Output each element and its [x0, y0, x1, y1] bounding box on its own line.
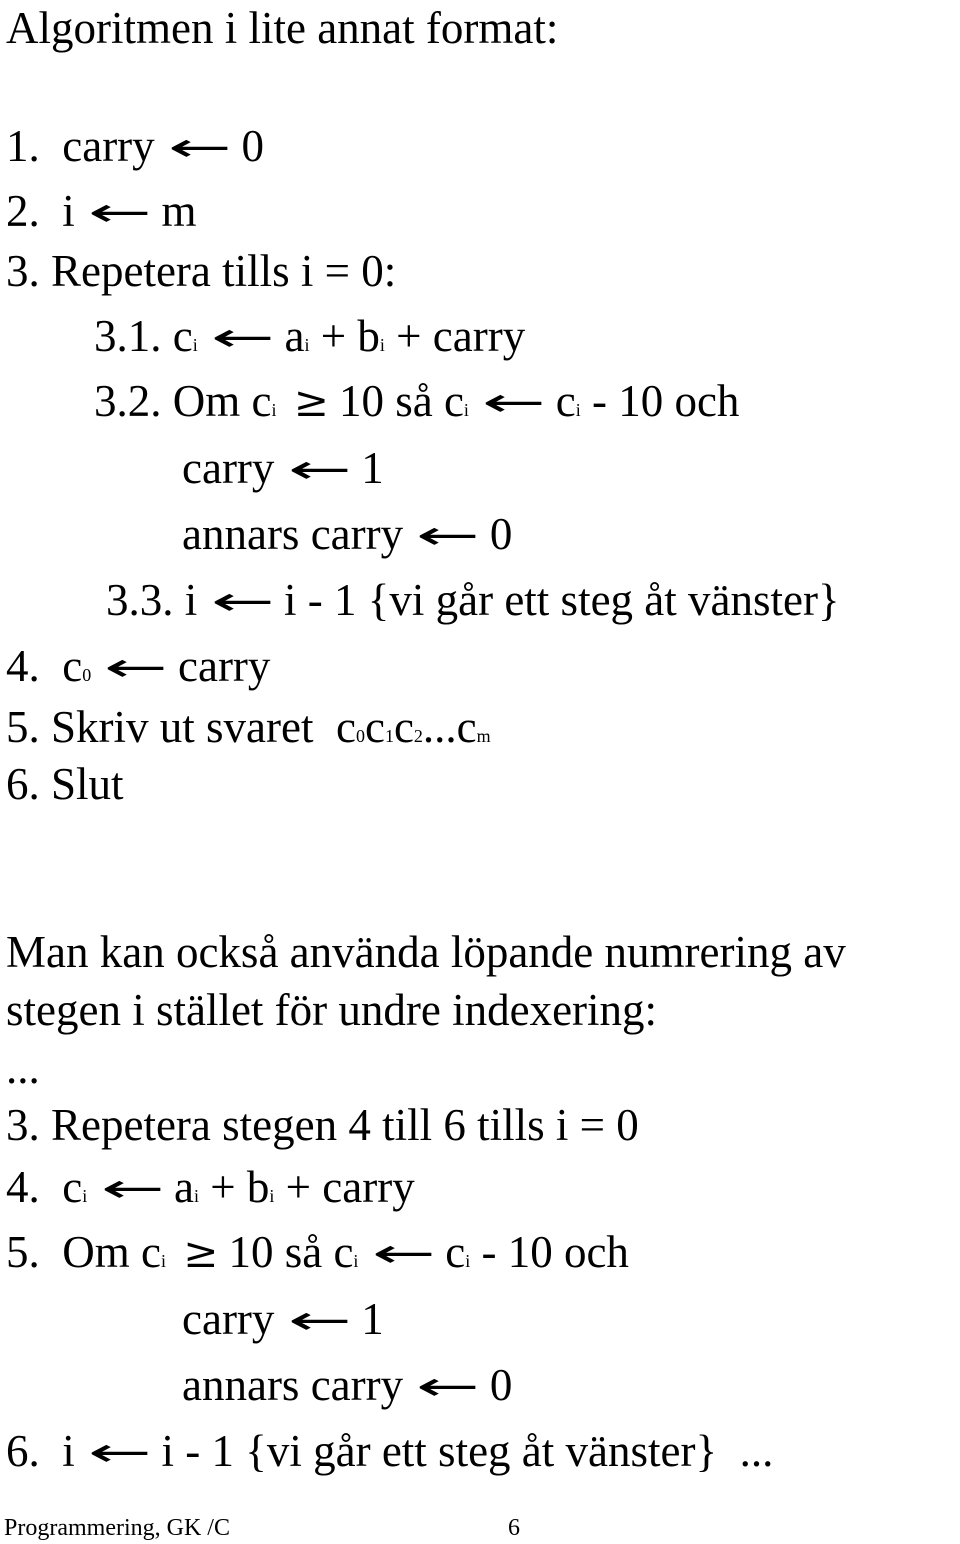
alt-step-5: 5. Om ci ≥ 10 så ci ← ci - 10 och — [6, 1227, 629, 1277]
algo-step-3-2-else: annars carry ← 0 — [182, 509, 513, 559]
alt-step-4: 4. ci ← ai + bi + carry — [6, 1162, 415, 1212]
left-arrow-icon: ← — [371, 1231, 436, 1277]
algo-step-4: 4. c0 ← carry — [6, 641, 271, 691]
left-arrow-icon: ← — [211, 315, 275, 361]
algo-step-3-3: 3.3. i ← i - 1 {vi går ett steg åt vänster} — [106, 575, 840, 625]
algo-step-5: 5. Skriv ut svaret c0c1c2...cm — [6, 702, 491, 752]
alt-step-5-else: annars carry ← 0 — [182, 1360, 513, 1410]
algo-step-2: 2. i ← m — [6, 186, 197, 236]
greater-equal-icon: ≥ — [293, 377, 329, 426]
algo-step-3-2-carry: carry ← 1 — [182, 443, 384, 493]
algo-step-3-1: 3.1. ci ← ai + bi + carry — [94, 311, 526, 361]
left-arrow-icon: ← — [100, 1166, 165, 1212]
algo-step-3: 3. Repetera tills i = 0: — [6, 246, 397, 296]
alt-step-3: 3. Repetera stegen 4 till 6 tills i = 0 — [6, 1100, 639, 1150]
explanation-line-2: stegen i stället för undre indexering: — [6, 985, 658, 1035]
page-title: Algoritmen i lite annat format: — [6, 3, 559, 53]
footer-course: Programmering, GK /C — [4, 1515, 230, 1541]
explanation-line-1: Man kan också använda löpande numrering av — [6, 927, 846, 977]
footer-page-number: 6 — [508, 1515, 520, 1541]
left-arrow-icon: ← — [210, 579, 275, 625]
alt-step-5-carry: carry ← 1 — [182, 1294, 384, 1344]
left-arrow-icon: ← — [482, 380, 546, 426]
left-arrow-icon: ← — [416, 513, 481, 559]
greater-equal-icon: ≥ — [183, 1228, 219, 1277]
algo-step-6: 6. Slut — [6, 759, 124, 809]
explanation-ellipsis: ... — [6, 1043, 40, 1093]
left-arrow-icon: ← — [287, 1298, 352, 1344]
left-arrow-icon: ← — [88, 190, 152, 236]
alt-step-6: 6. i ← i - 1 {vi går ett steg åt vänster} ... — [6, 1426, 774, 1476]
left-arrow-icon: ← — [416, 1364, 481, 1410]
algo-step-3-2: 3.2. Om ci ≥ 10 så ci ← ci - 10 och — [94, 376, 740, 426]
left-arrow-icon: ← — [287, 447, 352, 493]
algo-step-1: 1. carry ← 0 — [6, 121, 264, 171]
left-arrow-icon: ← — [167, 125, 232, 171]
left-arrow-icon: ← — [104, 645, 169, 691]
left-arrow-icon: ← — [88, 1430, 152, 1476]
